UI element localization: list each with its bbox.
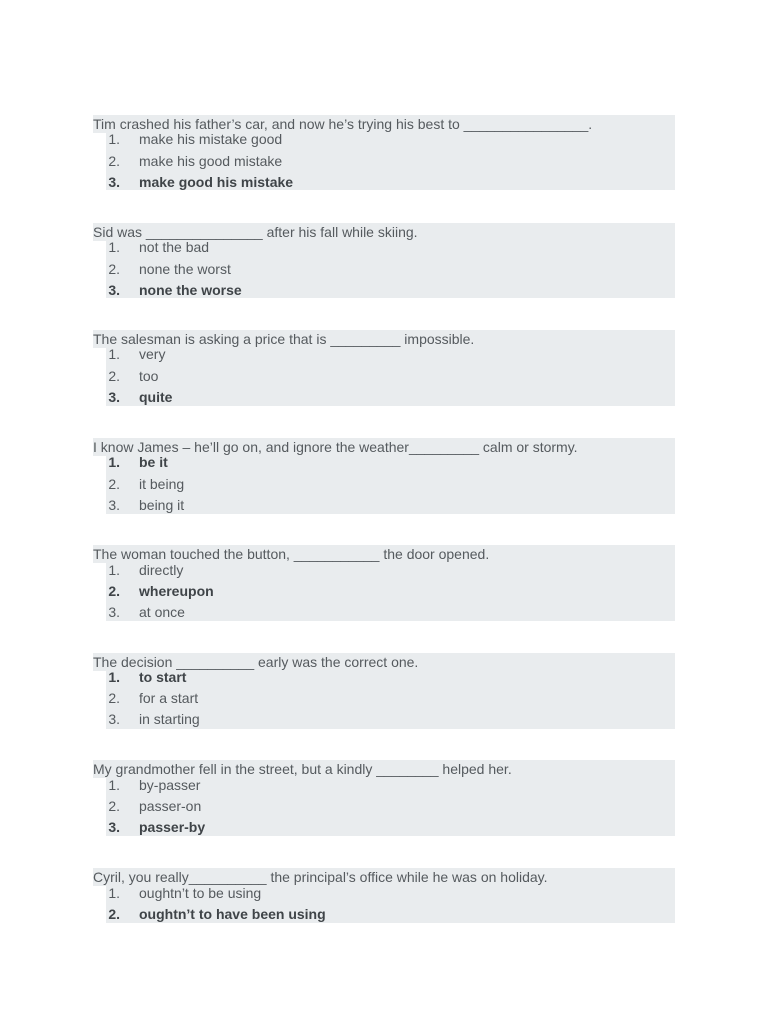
option-text: not the bad: [139, 239, 210, 255]
option-text: passer-by: [139, 819, 206, 835]
question-text: My grandmother fell in the street, but a kindly ________ helped her.: [93, 761, 512, 777]
option-text: quite: [139, 389, 173, 405]
option-text: whereupon: [139, 583, 214, 599]
option-number: 1.: [108, 885, 120, 901]
option-text: none the worst: [139, 261, 231, 277]
option-text: oughtn’t to have been using: [139, 906, 326, 922]
option-number: 2.: [108, 906, 120, 922]
option-text: passer-on: [139, 798, 202, 814]
option-number: 1.: [108, 562, 120, 578]
question-text: The decision __________ early was the correct one.: [93, 654, 419, 670]
option-number: 1.: [108, 454, 120, 470]
option-number: 2.: [108, 690, 120, 706]
option-number: 2.: [108, 261, 120, 277]
question-text: The woman touched the button, ___________ the door opened.: [93, 546, 490, 562]
question-text: Tim crashed his father’s car, and now he’s trying his best to ________________.: [93, 116, 593, 132]
option-number: 2.: [108, 583, 120, 599]
option-number: 2.: [108, 476, 120, 492]
question-text: The salesman is asking a price that is _________ impossible.: [93, 331, 475, 347]
option-number: 1.: [108, 669, 120, 685]
option-text: for a start: [139, 690, 199, 706]
option-text: make his good mistake: [139, 153, 283, 169]
option-text: at once: [139, 604, 185, 620]
option-number: 1.: [108, 346, 120, 362]
option-text: be it: [139, 454, 168, 470]
option-text: in starting: [139, 711, 200, 727]
option-text: make good his mistake: [139, 174, 294, 190]
option-number: 2.: [108, 798, 120, 814]
option-number: 1.: [108, 239, 120, 255]
options-shading: [106, 348, 675, 406]
question-text: Cyril, you really__________ the principal’s office while he was on holiday.: [93, 869, 548, 885]
option-text: none the worse: [139, 282, 242, 298]
option-text: make his mistake good: [139, 131, 283, 147]
option-text: too: [139, 368, 159, 384]
option-number: 2.: [108, 368, 120, 384]
option-number: 3.: [108, 819, 120, 835]
question-text: Sid was _______________ after his fall while skiing.: [93, 224, 418, 240]
option-text: it being: [139, 476, 185, 492]
option-number: 3.: [108, 282, 120, 298]
option-number: 3.: [108, 604, 120, 620]
option-number: 3.: [108, 497, 120, 513]
option-number: 1.: [108, 131, 120, 147]
option-text: to start: [139, 669, 187, 685]
option-text: oughtn’t to be using: [139, 885, 262, 901]
option-text: being it: [139, 497, 185, 513]
options-shading: [106, 456, 675, 514]
option-number: 3.: [108, 711, 120, 727]
option-number: 1.: [108, 777, 120, 793]
option-text: very: [139, 346, 166, 362]
question-text: I know James – he’ll go on, and ignore the weather_________ calm or stormy.: [93, 439, 578, 455]
option-number: 2.: [108, 153, 120, 169]
option-text: by-passer: [139, 777, 201, 793]
option-text: directly: [139, 562, 184, 578]
option-number: 3.: [108, 174, 120, 190]
option-number: 3.: [108, 389, 120, 405]
